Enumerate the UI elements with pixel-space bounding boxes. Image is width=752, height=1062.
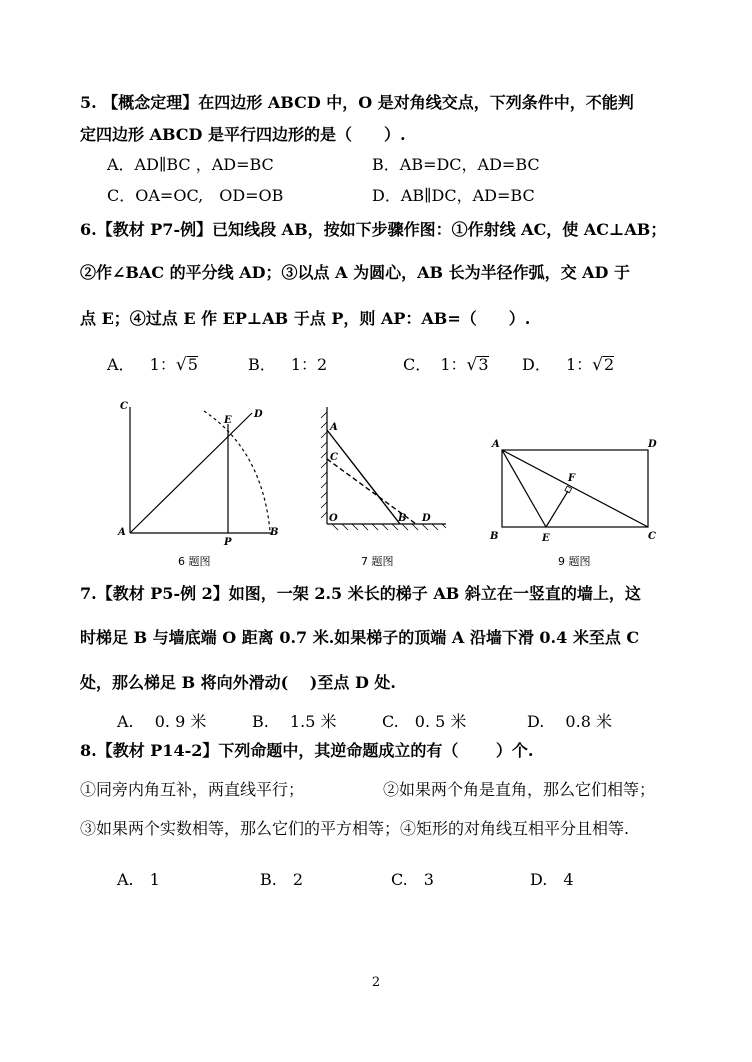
q8-statement-2: ②如果两个角是直角，那么它们相等；: [383, 780, 656, 799]
q7-option-c: C. 0. 5 米: [382, 712, 467, 731]
fig6-caption: 6 题图: [178, 555, 211, 568]
q6-option-a: [107, 355, 198, 375]
q5-option-d: D．AB∥DC，AD=BC: [372, 186, 535, 205]
q7-line1: 7.【教材 P5-例 2】如图，一架 2.5 米长的梯子 AB 斜立在一竖直的墙上，这: [80, 584, 641, 603]
q6-line2: ②作∠BAC 的平分线 AD；③以点 A 为圆心，AB 长为半径作弧，交 AD 于: [80, 263, 631, 282]
q7-line2: 时梯足 B 与墙底端 O 距离 0.7 米.如果梯子的顶端 A 沿墙下滑 0.4 米至点 C: [80, 628, 640, 647]
q6-option-d-ratio: 1：: [565, 355, 593, 374]
q7-option-a: A. 0. 9 米: [117, 712, 207, 731]
figure-6: [112, 395, 292, 545]
q6-option-b-label: B．: [248, 355, 276, 374]
fig6-label-b: B: [270, 527, 279, 538]
q6-option-b: [248, 355, 327, 375]
page-number: 2: [371, 975, 381, 990]
fig9-segment-ef: [546, 491, 568, 527]
q6-option-a-radicand: 5: [187, 355, 198, 374]
fig6-label-e: E: [224, 415, 232, 426]
fig6-label-d: D: [254, 409, 263, 420]
fig6-label-a: A: [118, 527, 126, 538]
figure-9: [484, 435, 664, 545]
q7-option-b: B. 1.5 米: [252, 712, 337, 731]
fig7-label-d: D: [422, 513, 431, 524]
q6-option-c-label: C．: [403, 355, 432, 374]
q8-option-c: C. 3: [391, 870, 434, 889]
fig7-label-a: A: [330, 422, 338, 433]
fig6-label-c: C: [120, 401, 128, 412]
fig9-right-angle-mark: [565, 486, 572, 493]
q5-line1: 5. 【概念定理】在四边形 ABCD 中，O 是对角线交点，下列条件中，不能判: [80, 93, 634, 112]
q6-option-a-label: A．: [107, 355, 135, 374]
fig9-label-c: C: [648, 531, 656, 542]
sqrt-icon: √: [466, 355, 478, 375]
q5-option-c: C．OA=OC, OD=OB: [107, 186, 284, 205]
fig6-label-p: P: [224, 537, 232, 545]
fig7-wall-hatching: [321, 412, 327, 518]
fig9-label-d: D: [648, 439, 657, 450]
sqrt-icon: √: [592, 355, 603, 375]
fig6-ray-ad: [130, 413, 252, 533]
fig9-label-a: A: [492, 439, 500, 450]
q8-option-b: B. 2: [260, 870, 304, 889]
q6-line3: 点 E；④过点 E 作 EP⊥AB 于点 P，则 AP：AB=（ ）.: [80, 309, 531, 328]
fig9-label-f: F: [568, 473, 576, 484]
figure-7: [316, 402, 456, 532]
fig9-caption: 9 题图: [558, 555, 591, 568]
q7-option-d: D. 0.8 米: [527, 712, 612, 731]
q6-option-d-label: D．: [522, 355, 551, 374]
sqrt-icon: √: [175, 355, 187, 375]
fig7-label-b: B: [398, 513, 407, 524]
fig9-label-b: B: [490, 531, 499, 542]
q5-option-b: B．AB=DC，AD=BC: [372, 155, 540, 174]
fig7-ground-hatching: [332, 524, 446, 530]
q8-line1: 8.【教材 P14-2】下列命题中，其逆命题成立的有（ ）个.: [80, 741, 534, 760]
q8-statement-1: ①同旁内角互补，两直线平行；: [80, 780, 305, 799]
fig7-label-c: C: [330, 452, 338, 463]
q6-option-c-ratio: 1：: [440, 355, 467, 374]
q6-option-d: [522, 355, 614, 375]
q7-line3: 处，那么梯足 B 将向外滑动( )至点 D 处.: [80, 673, 396, 692]
q5-line2: 定四边形 ABCD 是平行四边形的是（ ）.: [80, 125, 406, 144]
q5-option-a: A．AD∥BC ，AD=BC: [107, 155, 274, 174]
fig9-label-e: E: [542, 533, 550, 544]
q8-option-d: D. 4: [530, 870, 574, 889]
q8-statements-3-4: ③如果两个实数相等，那么它们的平方相等；④矩形的对角线互相平分且相等.: [80, 819, 630, 838]
fig6-arc: [204, 411, 270, 531]
q6-option-b-ratio: 1：2: [290, 355, 328, 374]
q6-option-c: [403, 355, 489, 375]
fig7-label-o: O: [329, 513, 338, 524]
q6-option-d-radicand: 2: [603, 355, 615, 374]
fig7-ladder-ab: [327, 430, 400, 524]
fig7-caption: 7 题图: [361, 555, 394, 568]
q6-option-c-radicand: 3: [478, 355, 489, 374]
q6-option-a-ratio: 1：: [149, 355, 176, 374]
q6-line1: 6.【教材 P7-例】已知线段 AB，按如下步骤作图：①作射线 AC，使 AC⊥AB；: [80, 220, 667, 239]
q8-option-a: A. 1: [117, 870, 160, 889]
